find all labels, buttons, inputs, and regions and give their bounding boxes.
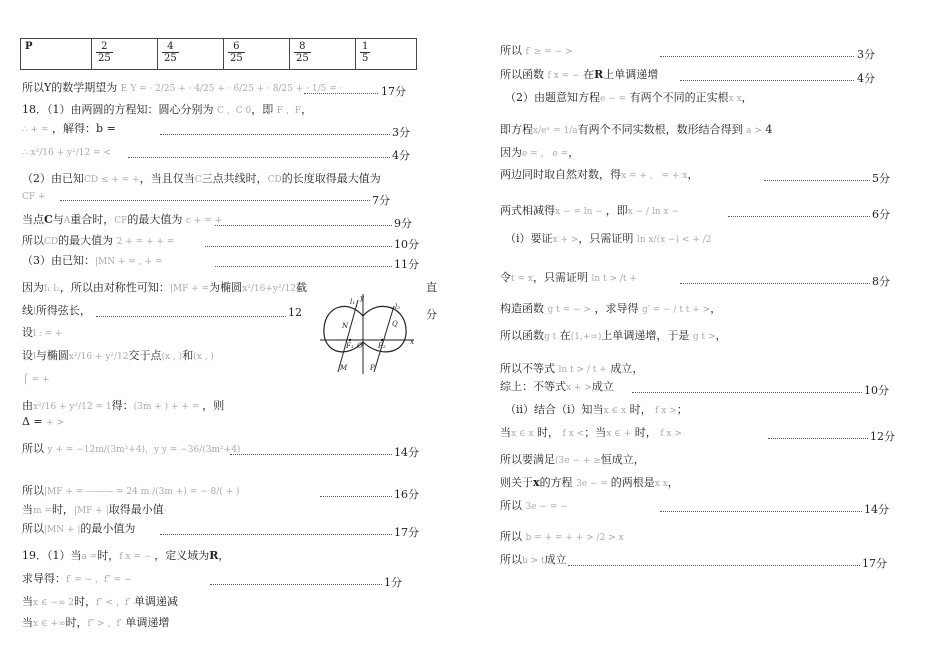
dotted-leader [96, 316, 286, 317]
dotted-leader [215, 266, 392, 267]
score: 10分 [394, 238, 419, 251]
score: 12分 [870, 430, 895, 443]
label-y: y [360, 294, 364, 302]
score: 3分 [857, 48, 875, 61]
r-line8: （i）要证x + >，只需证明 ln x/(x −) < + /2 [505, 232, 712, 245]
dotted-leader [205, 246, 392, 247]
label-P: P [370, 364, 375, 372]
r-line1: 所以 f′ ≥ = − > [500, 44, 573, 57]
score: 11分 [394, 258, 419, 271]
q18-part9: 设l与椭圆x²/16 + y²/12交于点(x , )和(x , ) [22, 349, 214, 362]
score: 17分 [381, 85, 406, 98]
dotted-leader [128, 157, 390, 158]
label-Q: Q [392, 320, 398, 328]
label-l2: l₂ [395, 303, 401, 311]
q18-brace: ⎧ = + [22, 375, 50, 385]
label-O: O [357, 342, 363, 350]
table-cell: $\frac{8}{25}$ [290, 39, 356, 70]
line-l2 [374, 306, 394, 372]
r-line18: 所以 3e − = − [500, 499, 568, 512]
r-line7: 两式相减得x − = ln − ，即x − / ln x − [500, 204, 679, 217]
table-cell: $\frac{2}{25}$ [92, 39, 158, 70]
q18-part1: 18．（1）由两圆的方程知：圆心分别为 C ，C 0，即 F ，F， [22, 103, 313, 116]
r-line4: 即方程x/eˣ = 1/a有两个不同实数根，数形结合得到 a > 4 [500, 123, 773, 136]
q18-part11: Δ = + > [22, 415, 65, 428]
score: 分 [426, 308, 437, 321]
score: 9分 [394, 217, 412, 230]
r-line6: 两边同时取自然对数，得x = + ， = + x， [500, 168, 699, 181]
q18-part3: 当点C与A重合时，CF的最大值为 c + = + [22, 213, 223, 226]
dotted-leader [304, 93, 378, 94]
score: 3分 [392, 126, 410, 139]
score: 6分 [872, 208, 890, 221]
q18-part4: 所以CD的最大值为 2 + = + + = [22, 234, 175, 247]
r-line10: 构造函数 g t = − > ，求导得 g′ = − / t t + >， [500, 302, 722, 315]
score: 14分 [864, 503, 889, 516]
dotted-leader [215, 225, 392, 226]
score: 7分 [372, 194, 390, 207]
ellipse-figure [318, 292, 418, 376]
q18-part15: 所以|MN + |的最小值为 [22, 522, 136, 535]
probability-table [20, 38, 417, 70]
r-line12: 所以不等式 ln t > / t + 成立， [500, 362, 644, 375]
score: 4分 [857, 72, 875, 85]
dotted-leader [728, 216, 870, 217]
score: 1分 [384, 576, 402, 589]
score: 17分 [394, 526, 419, 539]
r-line13: 综上：不等式x + >成立 [500, 380, 614, 393]
r-line5: 因为e = ， e =， [500, 146, 580, 159]
r-line2: 所以函数 f x = − 在R上单调递增 [500, 68, 659, 81]
dotted-leader [230, 454, 392, 455]
r-line11: 所以函数g t 在(1,+∞)上单调递增，于是 g t >， [500, 329, 727, 342]
dotted-leader [768, 438, 868, 439]
expectation-line: 所以Y的数学期望为 E Y = · 2/25 + · 4/25 + · 6/25 + · 8/25 + · 1/5 = · [22, 81, 343, 94]
score: 16分 [394, 488, 419, 501]
q18-part6: 因为l₁ l₂，所以由对称性可知：|MF + =为椭圆x²/16+y²/12截 [22, 281, 308, 294]
r-line14: （ii）结合（i）知当x ∈ x 时， f x >； [505, 403, 688, 416]
label-x: x [410, 338, 414, 346]
r-line3: （2）由题意知方程e − = 有两个不同的正实根x x， [505, 91, 753, 104]
q18-part8: 设l : = + [22, 326, 63, 339]
q18-part10: 由x²/16 + y²/12 = 1得：(3m + ) + + = ，则 [22, 399, 225, 412]
score: 12 [288, 306, 302, 319]
q18-part2b: CF + [22, 192, 46, 202]
score: 10分 [864, 384, 889, 397]
r-line16: 所以要满足(3e − + ≥恒成立， [500, 453, 645, 466]
q18-part12: 所以 y + = −12m/(3m²+4)，y y = −36/(3m²+4) [22, 442, 241, 455]
label-l1: l₁ [350, 298, 356, 306]
score: 14分 [394, 446, 419, 459]
label-M: M [340, 364, 348, 372]
q18-solve: ∴ + = ，解得：b = [22, 122, 116, 135]
r-line19: 所以 b = + = + + > /2 > x [500, 530, 624, 543]
dotted-leader [680, 80, 854, 81]
dotted-leader [764, 180, 870, 181]
q19-part1: 19．（1）当a =时，f x = − ，定义域为R， [22, 549, 230, 562]
q19-part3: 当x ∈ −∞ 2时，f″ < ，f′ 单调递减 [22, 595, 178, 608]
table-cell: $\frac{6}{25}$ [224, 39, 290, 70]
score: 17分 [862, 557, 887, 570]
q18-part5: （3）由已知：|MN + = , + = [22, 254, 163, 267]
r-line9: 令t = x，只需证明 ln t > /t + [500, 271, 637, 284]
dotted-leader [210, 584, 382, 585]
dotted-leader [320, 496, 392, 497]
q19-part4: 当x ∈ +∞时，f″ > ，f′ 单调递增 [22, 616, 170, 629]
dotted-leader [60, 200, 370, 201]
q18-part7: 线l所得弦长， [22, 304, 91, 317]
r-line20: 所以b > t成立 [500, 553, 567, 566]
point-F1 [349, 339, 351, 341]
dotted-leader [660, 511, 862, 512]
dotted-leader [160, 534, 392, 535]
q19-part2: 求导得：f′ = − ，f″ = − [22, 572, 132, 585]
q18-part2: （2）由已知CD ≤ + = +，当且仅当C三点共线时，CD的长度取得最大值为 [22, 172, 381, 185]
r-line15: 当x ∈ x 时， f x <；当x ∈ + 时， f x > [500, 426, 682, 439]
point-F2 [381, 339, 383, 341]
table-header: P [21, 39, 92, 70]
score: 8分 [872, 275, 890, 288]
r-line17: 则关于x的方程 3e − = 的两根是x x， [500, 476, 679, 489]
label-F2: F₂ [378, 342, 386, 350]
score: 4分 [392, 149, 410, 162]
table-cell: $\frac{1}{5}$ [356, 39, 417, 70]
dotted-leader [632, 392, 862, 393]
q18-ellipse: ∴ x²/16 + y²/12 = < [22, 148, 111, 158]
dotted-leader [568, 565, 860, 566]
q18-part14: 当m =时，|MF + |取得最小值· [22, 503, 167, 516]
line-l1 [338, 300, 358, 372]
q18-part6-end: 直 [426, 281, 437, 294]
q18-part13: 所以|MF + = ——— = 24 m /(3m +) = − 8/( + ) [22, 484, 240, 497]
table-cell: $\frac{4}{25}$ [158, 39, 224, 70]
label-F1: F₁ [346, 342, 354, 350]
dotted-leader [660, 56, 854, 57]
dotted-leader [680, 283, 870, 284]
label-N: N [342, 322, 349, 330]
dotted-leader [160, 134, 390, 135]
score: 5分 [872, 172, 890, 185]
